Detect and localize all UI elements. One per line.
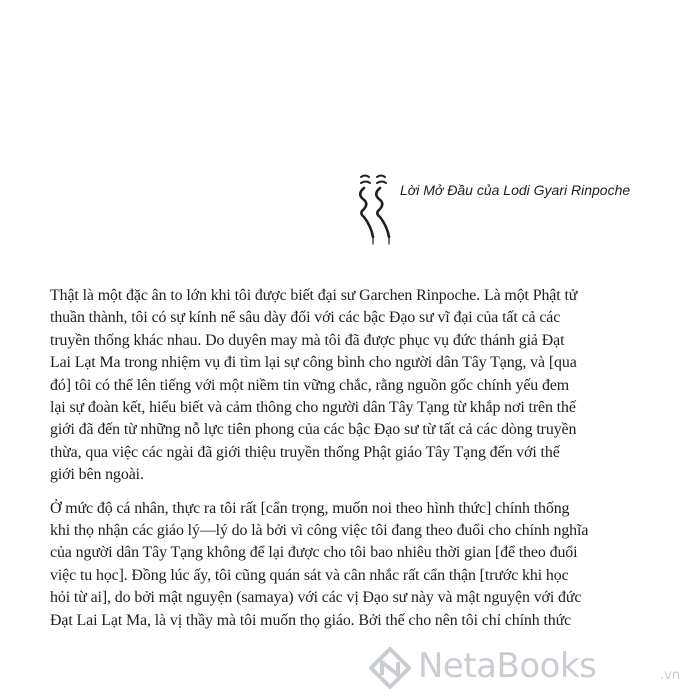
- text-line: giới bên ngoài.: [50, 466, 144, 484]
- chapter-title: Lời Mở Đầu của Lodi Gyari Rinpoche: [400, 182, 631, 198]
- text-line: hỏi từ ai], do bởi mật nguyện (samaya) với các vị Đạo sư này và mật nguyện với đức: [50, 589, 582, 607]
- text-line: đó] tôi có thể lên tiếng với một niềm tin vững chắc, rằng nguồn gốc chính yếu đem: [50, 376, 570, 394]
- text-line: giới đã đến từ những nỗ lực tiên phong của các bậc Đạo sư từ tất cả các dòng truyền: [50, 421, 577, 439]
- text-line: Đạt Lai Lạt Ma, là vị thầy mà tôi muốn thọ giáo. Bởi thế cho nên tôi chỉ chính thức: [50, 611, 572, 629]
- watermark-domain-suffix: .vn: [660, 668, 681, 683]
- tibetan-script-ornament-icon: [354, 168, 396, 248]
- text-line: Ở mức độ cá nhân, thực ra tôi rất [cẩn trọng, muốn noi theo hình thức] chính thống: [50, 499, 570, 517]
- text-line: của người dân Tây Tạng không để lại được cho tôi bao nhiêu thời gian [để theo đuổi: [50, 544, 578, 562]
- text-line: Thật là một đặc ân to lớn khi tôi được biết đại sư Garchen Rinpoche. Là một Phật tử: [50, 287, 578, 304]
- text-line: lại sự đoàn kết, hiểu biết và cảm thông cho người dân Tây Tạng từ khắp nơi trên thế: [50, 399, 576, 417]
- text-line: thừa, qua việc các ngài đã giới thiệu truyền thống Phật giáo Tây Tạng đến với thế: [50, 443, 560, 461]
- paragraph: [50, 498, 652, 632]
- paragraph: [50, 285, 652, 487]
- text-line: truyền thống khác nhau. Do duyên may mà tôi đã được phục vụ đức thánh giả Đạt: [50, 331, 565, 349]
- chapter-header: [354, 168, 654, 248]
- text-line: việc tu học]. Đồng lúc ấy, tôi cũng quán sát và cân nhắc rất cẩn thận [trước khi học: [50, 566, 569, 584]
- netabooks-watermark: [368, 636, 700, 700]
- watermark-text: NetaBooks: [418, 646, 597, 686]
- text-line: thuần thành, tôi có sự kính nể sâu dày đối với các bậc Đạo sư vĩ đại của tất cả các: [50, 309, 561, 327]
- text-line: khi thọ nhận các giáo lý—lý do là bởi vì công việc tôi đang theo đuổi cho chính nghĩa: [50, 522, 589, 540]
- body-text: [50, 285, 652, 632]
- text-line: Lai Lạt Ma trong nhiệm vụ đi tìm lại sự công bình cho người dân Tây Tạng, và [qua: [50, 354, 577, 372]
- netabooks-logo-icon: [368, 646, 412, 690]
